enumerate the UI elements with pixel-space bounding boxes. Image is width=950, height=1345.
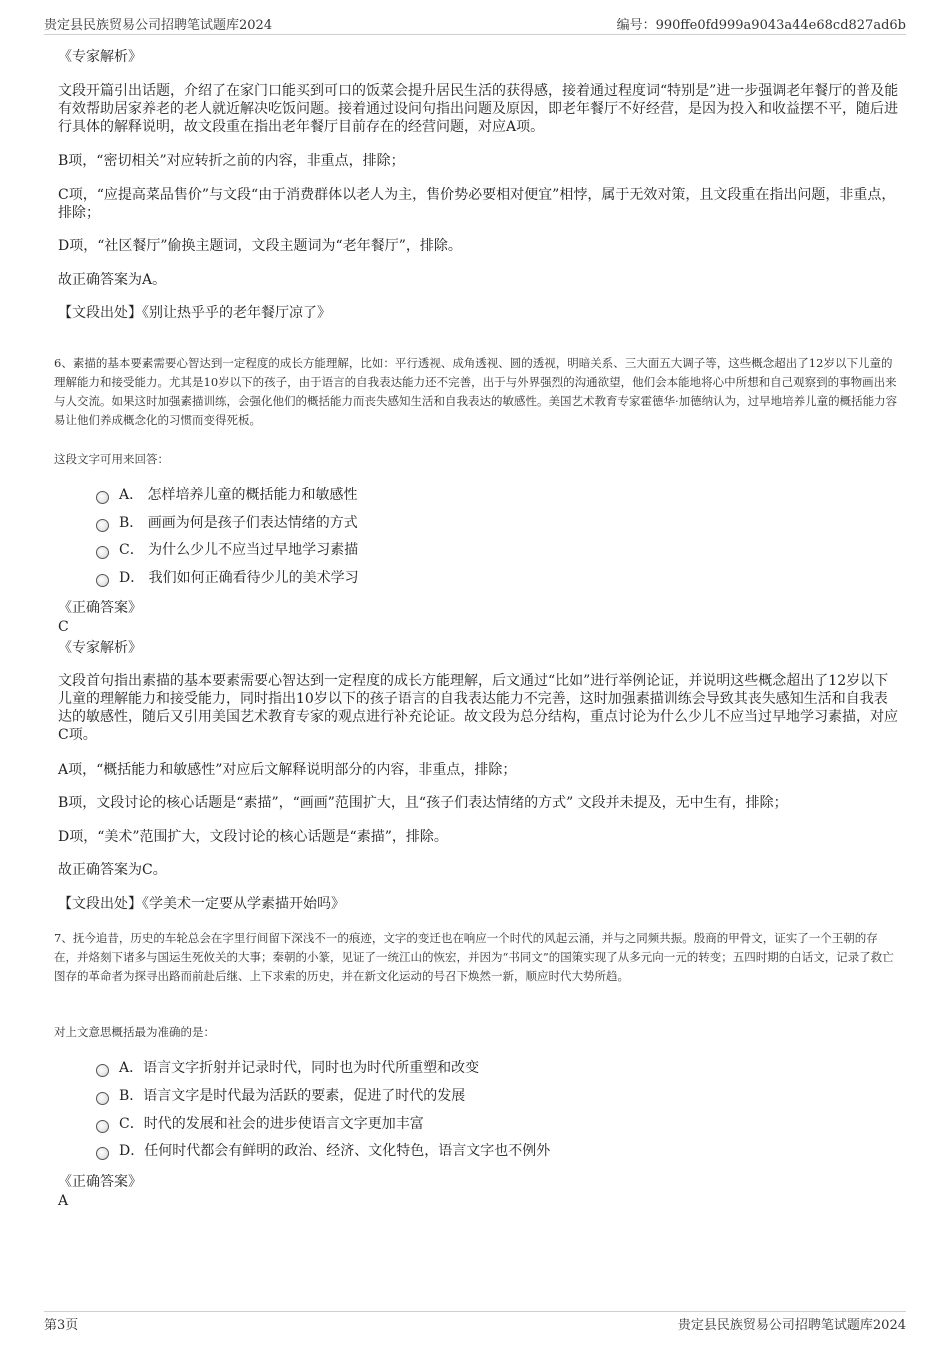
- q6-option-c-label: C． 为什么少儿不应当过早地学习素描: [119, 542, 359, 558]
- q6-option-d-label: D． 我们如何正确看待少儿的美术学习: [119, 570, 359, 586]
- q6-option-a-label: A． 怎样培养儿童的概括能力和敏感性: [119, 487, 358, 503]
- footer-title: 贵定县民族贸易公司招聘笔试题库2024: [677, 1318, 906, 1333]
- radio-icon[interactable]: [96, 1120, 109, 1133]
- q6-option-d-note: D项，“美术”范围扩大，文段讨论的核心话题是“素描”，排除。: [58, 829, 448, 845]
- q7-option-d[interactable]: [96, 1142, 550, 1160]
- q6-option-a-note: A项，“概括能力和敏感性”对应后文解释说明部分的内容，非重点，排除；: [58, 762, 517, 778]
- q5-source: 【文段出处】《别让热乎乎的老年餐厅凉了》: [58, 305, 331, 321]
- q5-analysis-heading: 《专家解析》: [58, 49, 142, 65]
- q6-analysis-heading: 《专家解析》: [58, 640, 142, 656]
- q7-stem: 7、抚今追昔，历史的车轮总会在字里行间留下深浅不一的痕迹，文字的变迁也在响应一个时代的风起云涌，并与之同频共振。殷商的甲骨文，证实了一个王朝的存在，并烙刻下诸多与国运生死攸关的大事；秦朝的小篆，见证了一统江山的恢宏，并因为“书同文”的国策实现了从多元向一元的转变；五四时期的白话文，记录了救亡图存的革命者为探寻出路而前赴后继、上下求索的历史，并在新文化运动的号召下焕然一新，顺应时代大势所趋。: [54, 931, 894, 983]
- header-title: 贵定县民族贸易公司招聘笔试题库2024: [44, 18, 273, 33]
- q6-source: 【文段出处】《学美术一定要从学素描开始吗》: [58, 896, 345, 912]
- header-doc-id: 编号：990ffe0fd999a9043a44e68cd827ad6b: [616, 18, 906, 33]
- q5-option-b-note: B项，“密切相关”对应转折之前的内容，非重点，排除；: [58, 153, 405, 169]
- radio-icon[interactable]: [96, 546, 109, 559]
- q7-answer: A: [58, 1193, 69, 1209]
- q6-option-d[interactable]: [96, 569, 359, 587]
- q6-conclusion: 故正确答案为C。: [58, 862, 167, 878]
- page-header: [44, 14, 906, 35]
- q5-conclusion: 故正确答案为A。: [58, 272, 167, 288]
- q7-option-c[interactable]: [96, 1115, 424, 1133]
- q7-prompt: 对上文意思概括最为准确的是：: [54, 1025, 215, 1039]
- q6-prompt: 这段文字可用来回答：: [54, 452, 169, 466]
- q5-option-c-note: C项，“应提高菜品售价”与文段“由于消费群体以老人为主，售价势必要相对便宜”相悖，属于无效对策，且文段重在指出问题，非重点，排除；: [58, 187, 896, 221]
- q6-option-a[interactable]: [96, 486, 358, 504]
- q7-option-a-label: A．语言文字折射并记录时代，同时也为时代所重塑和改变: [119, 1060, 480, 1076]
- radio-icon[interactable]: [96, 519, 109, 532]
- q6-option-c[interactable]: [96, 541, 358, 559]
- q7-option-c-label: C．时代的发展和社会的进步使语言文字更加丰富: [119, 1116, 424, 1132]
- radio-icon[interactable]: [96, 1092, 109, 1105]
- radio-icon[interactable]: [96, 1064, 109, 1077]
- radio-icon[interactable]: [96, 491, 109, 504]
- q6-analysis-text: 文段首句指出素描的基本要素需要心智达到一定程度的成长方能理解，后文通过“比如”进行举例论证，并说明这些概念超出了12岁以下儿童的理解能力和接受能力，同时指出10岁以下的孩子语言的自我表达能力不完善，这时加强素描训练会导致其丧失感知生活和自我表达的敏感性，随后又引用美国艺术教育专家的观点进行补充论证。故文段为总分结构，重点讨论为什么少儿不应当过早地学习素描，对应C项。: [58, 673, 898, 743]
- radio-icon[interactable]: [96, 1147, 109, 1160]
- q6-stem: 6、素描的基本要素需要心智达到一定程度的成长方能理解，比如：平行透视、成角透视、圆的透视，明暗关系、三大面五大调子等，这些概念超出了12岁以下儿童的理解能力和接受能力。尤其是10岁以下的孩子，由于语言的自我表达能力还不完善，出于与外界强烈的沟通欲望，他们会本能地将心中所想和自己观察到的事物画出来与人交流。如果这时加强素描训练，会强化他们的概括能力而丧失感知生活和自我表达的敏感性。美国艺术教育专家霍德华·加德纳认为，过早地培养儿童的概括能力容易让他们养成概念化的习惯而变得死板。: [54, 356, 898, 427]
- q6-answer-heading: 《正确答案》: [58, 600, 142, 616]
- q7-option-b-label: B．语言文字是时代最为活跃的要素，促进了时代的发展: [119, 1088, 466, 1104]
- q6-option-b-note: B项，文段讨论的核心话题是“素描”，“画画”范围扩大，且“孩子们表达情绪的方式” 文段并未提及，无中生有，排除；: [58, 795, 788, 811]
- radio-icon[interactable]: [96, 574, 109, 587]
- q6-answer: C: [58, 619, 69, 635]
- q7-option-b[interactable]: [96, 1087, 465, 1105]
- q5-analysis-text: 文段开篇引出话题，介绍了在家门口能买到可口的饭菜会提升居民生活的获得感，接着通过程度词“特别是”进一步强调老年餐厅的普及能有效帮助居家养老的老人就近解决吃饭问题。接着通过设问句指出问题及原因，即老年餐厅不好经营，是因为投入和收益摆不平，随后进行具体的解释说明，故文段重在指出老年餐厅目前存在的经营问题，对应A项。: [58, 83, 899, 135]
- q6-option-b[interactable]: [96, 514, 358, 532]
- page-footer: [44, 1311, 906, 1334]
- q7-answer-heading: 《正确答案》: [58, 1174, 142, 1190]
- q6-option-b-label: B． 画画为何是孩子们表达情绪的方式: [119, 515, 358, 531]
- q5-option-d-note: D项，“社区餐厅”偷换主题词，文段主题词为“老年餐厅”，排除。: [58, 238, 462, 254]
- page-number: 第3页: [44, 1318, 79, 1333]
- q7-option-d-label: D．任何时代都会有鲜明的政治、经济、文化特色，语言文字也不例外: [119, 1143, 551, 1159]
- q7-option-a[interactable]: [96, 1059, 479, 1077]
